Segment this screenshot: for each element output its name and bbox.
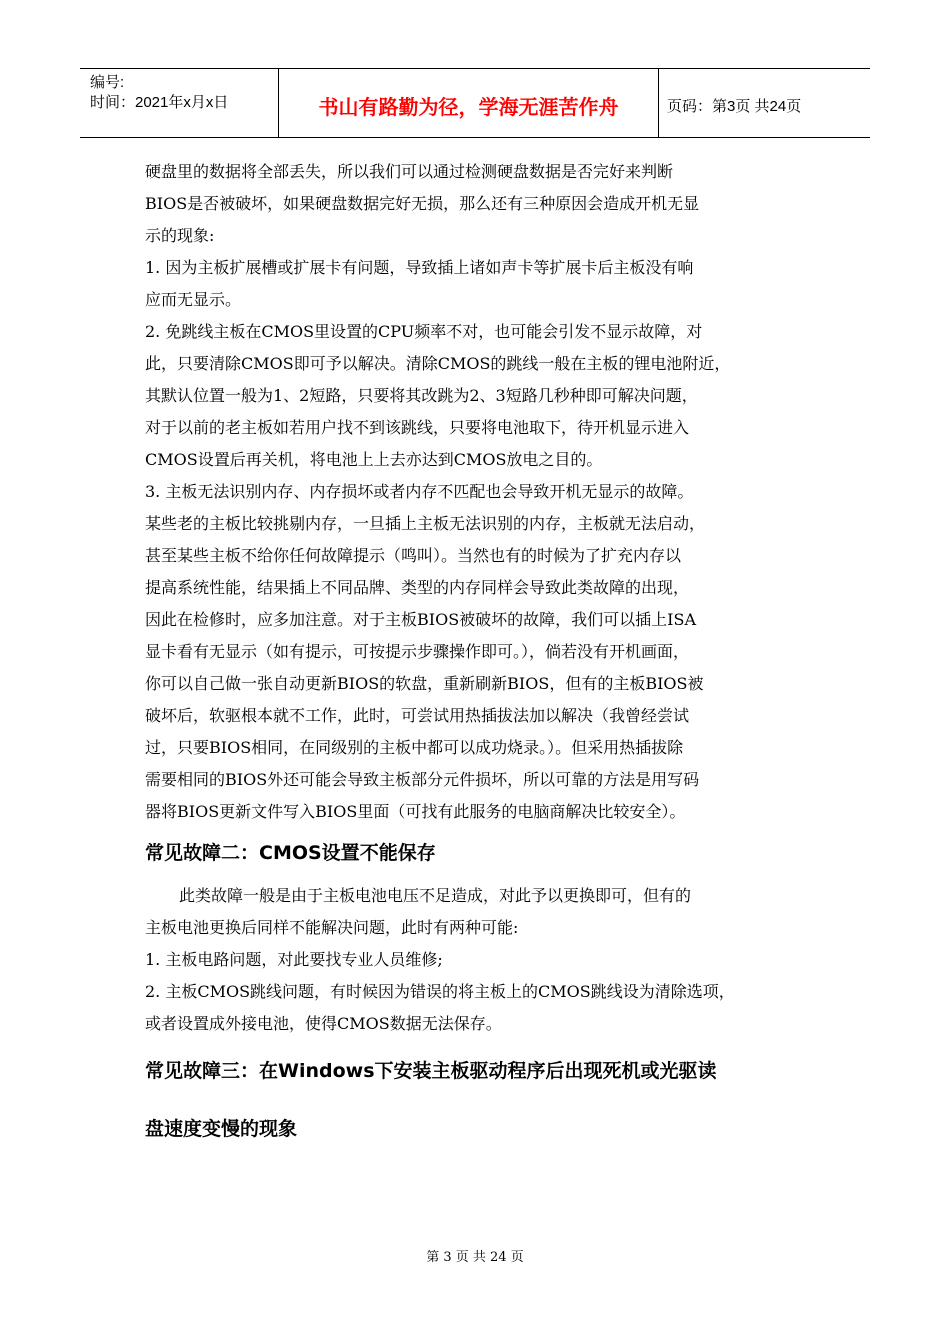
body-line: 甚至某些主板不给你任何故障提示（鸣叫）。当然也有的时候为了扩充内存以 [145, 546, 682, 565]
section-heading: 常见故障二：CMOS设置不能保存 [145, 842, 436, 864]
header-page-info: 页码：第3页 共24页 [667, 97, 802, 115]
body-line: 破坏后，软驱根本就不工作，此时，可尝试用热插拔法加以解决（我曾经尝试 [145, 706, 690, 725]
body-line: 需要相同的BIOS外还可能会导致主板部分元件损坏，所以可靠的方法是用写码 [145, 770, 700, 789]
body-line: 过，只要BIOS相同，在同级别的主板中都可以成功烧录。）。但采用热插拔除 [145, 738, 684, 757]
body-line: 3. 主板无法识别内存、内存损坏或者内存不匹配也会导致开机无显示的故障。 [145, 482, 694, 501]
body-line: 1. 因为主板扩展槽或扩展卡有问题，导致插上诸如声卡等扩展卡后主板没有响 [145, 258, 694, 277]
document-header [80, 68, 870, 138]
document-time-label: 时间：2021年x月x日 [90, 94, 229, 111]
body-line: 对于以前的老主板如若用户找不到该跳线，只要将电池取下，待开机显示进入 [145, 418, 690, 437]
body-line: 你可以自己做一张自动更新BIOS的软盘，重新刷新BIOS，但有的主板BIOS被 [145, 674, 704, 693]
body-line: 应而无显示。 [145, 290, 242, 309]
body-line: 示的现象: [145, 226, 215, 245]
body-line: 其默认位置一般为1、2短路，只要将其改跳为2、3短路几秒种即可解决问题， [145, 386, 698, 405]
body-line: CMOS设置后再关机，将电池上上去亦达到CMOS放电之目的。 [145, 450, 603, 469]
body-line: 某些老的主板比较挑剔内存，一旦插上主板无法识别的内存，主板就无法启动， [145, 514, 706, 533]
section-heading: 常见故障三：在Windows下安装主板驱动程序后出现死机或光驱读 [145, 1060, 717, 1082]
body-line: 此，只要清除CMOS即可予以解决。清除CMOS的跳线一般在主板的锂电池附近， [145, 354, 731, 373]
section-heading-continued: 盘速度变慢的现象 [145, 1118, 298, 1140]
body-line: 2. 主板CMOS跳线问题，有时候因为错误的将主板上的CMOS跳线设为清除选项， [145, 982, 735, 1001]
body-line: 提高系统性能，结果插上不同品牌、类型的内存同样会导致此类故障的出现， [145, 578, 690, 597]
body-line: 显卡看有无显示（如有提示，可按提示步骤操作即可。），倘若没有开机画面， [145, 642, 690, 661]
body-line: BIOS是否被破坏，如果硬盘数据完好无损，那么还有三种原因会造成开机无显 [145, 194, 700, 213]
body-line: 因此在检修时，应多加注意。对于主板BIOS被破坏的故障，我们可以插上ISA [145, 610, 696, 629]
body-line: 1. 主板电路问题，对此要找专业人员维修; [145, 950, 443, 969]
body-line: 此类故障一般是由于主板电池电压不足造成，对此予以更换即可，但有的 [179, 886, 692, 905]
document-number-label: 编号: [90, 74, 125, 91]
body-line: 器将BIOS更新文件写入BIOS里面（可找有此服务的电脑商解决比较安全）。 [145, 802, 686, 821]
header-slogan: 书山有路勤为径，学海无涯苦作舟 [279, 69, 659, 137]
page-footer: 第 3 页 共 24 页 [426, 1250, 524, 1265]
document-body [145, 156, 825, 1144]
header-meta [80, 69, 279, 137]
body-line: 硬盘里的数据将全部丢失，所以我们可以通过检测硬盘数据是否完好来判断 [145, 162, 674, 181]
body-line: 或者设置成外接电池，使得CMOS数据无法保存。 [145, 1014, 502, 1033]
body-line: 主板电池更换后同样不能解决问题，此时有两种可能: [145, 918, 519, 937]
body-line: 2. 免跳线主板在CMOS里设置的CPU频率不对，也可能会引发不显示故障，对 [145, 322, 703, 341]
